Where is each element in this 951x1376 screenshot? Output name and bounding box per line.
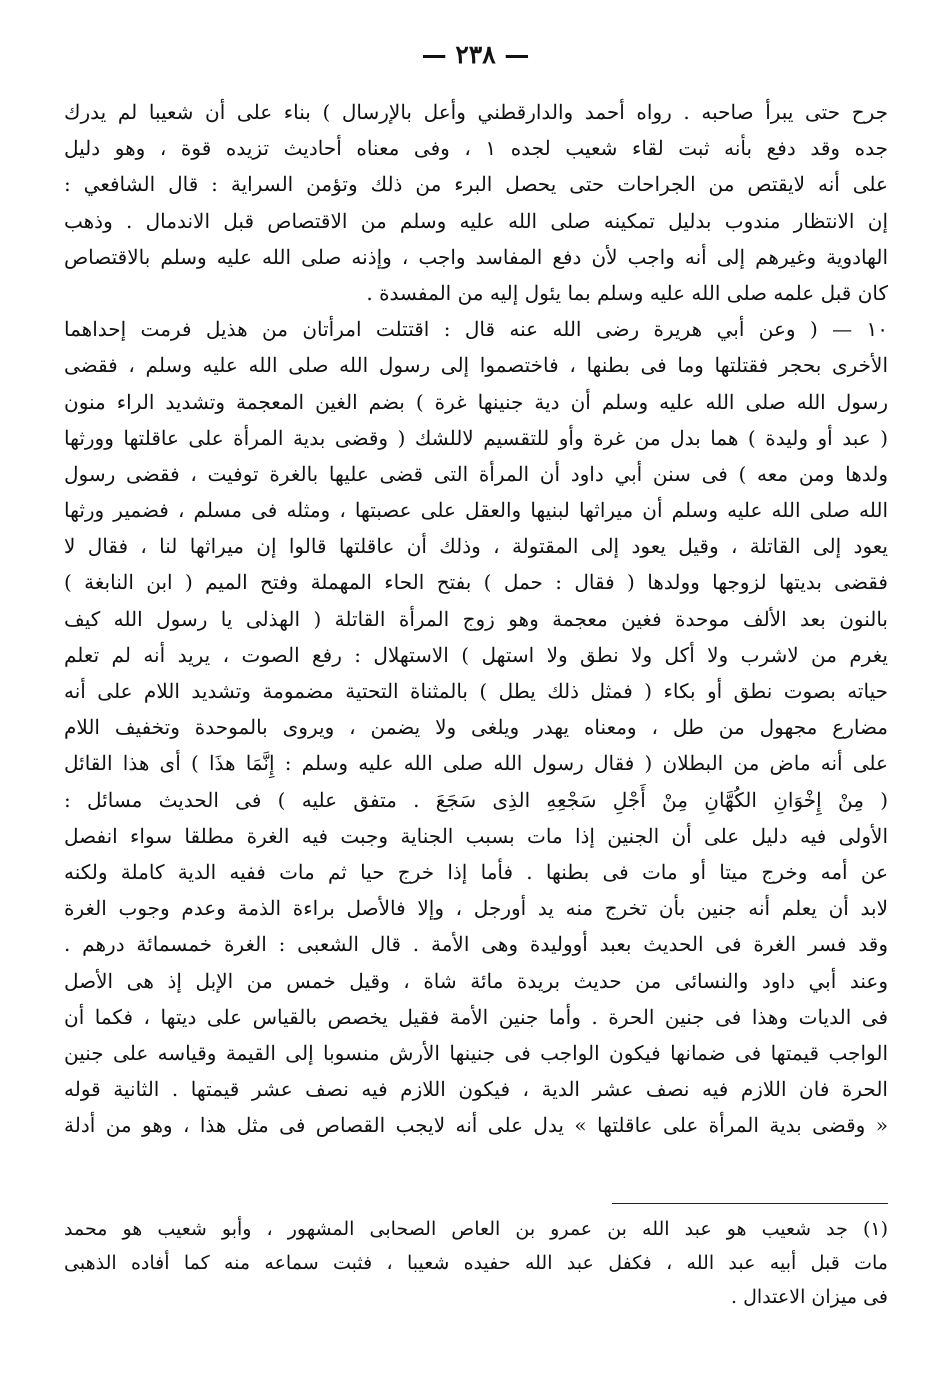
text-line: ( عبد أو وليدة ) هما بدل من غرة وأو للتقسيم لاللشك ( وقضى بدية المرأة على عاقلتها وورثها: [64, 425, 888, 450]
text-line: يعود إلى القاتلة ، وقيل يعود إلى المقتولة ، وذلك أن عاقلتها قالوا إن ميراثها لنا ، فقال لا: [64, 534, 888, 559]
text-line: على أنه لايقتص من الجراحات حتى يحصل البرء من ذلك وتؤمن السراية : قال الشافعي :: [64, 172, 888, 197]
text-line: الحرة فان اللازم فيه نصف عشر الدية ، فيكون اللازم فيه نصف عشر قيمتها . الثانية قوله: [64, 1077, 888, 1102]
footnote-line: مات قبل أبيه عبد الله ، فكفل عبد الله حفيده شعيبا ، فثبت سماعه منه كما أفاده الذهبى: [64, 1252, 888, 1274]
text-line: فقضى بديتها لزوجها وولدها ( فقال : حمل ) بفتح الحاء المهملة وفتح الميم ( ابن النابغة ): [64, 570, 888, 595]
text-line: الهادوية وغيرهم إلى أنه واجب لأن دفع المفاسد واجب ، وإذنه صلى الله عليه وسلم بالاقتصاص: [64, 244, 888, 269]
main-text: [64, 94, 888, 1143]
footnote-line: فى ميزان الاعتدال .: [731, 1286, 888, 1308]
hadith-start-line: ١٠ — ( وعن أبي هريرة رضى الله عنه قال : اقتتلت امرأتان من هذيل فرمت إحداهما: [64, 317, 888, 342]
text-line: الأولى فيه دليل على أن الجنين إذا مات بسبب الجناية وجبت فيه الغرة مطلقا سواء انفصل: [64, 823, 888, 848]
text-line: إن الانتظار مندوب بدليل تمكينه صلى الله عليه وسلم من الاقتصاص قبل الاندمال . وذهب: [64, 208, 888, 233]
text-line: الأخرى بحجر فقتلتها وما فى بطنها ، فاختصموا إلى رسول الله صلى الله عليه وسلم ، فقضى: [64, 353, 888, 378]
text-line: مضارع مجهول من طل ، ومعناه يهدر ويلغى ولا يضمن ، ويروى بالموحدة وتخفيف اللام: [64, 715, 888, 740]
text-line: جده وقد دفع بأنه ثبت لقاء شعيب لجده ١ ، وفى معناه أحاديث تزيده قوة ، وهو دليل: [64, 136, 888, 161]
footnote-line: (١) جد شعيب هو عبد الله بن عمرو بن العاص الصحابى المشهور ، وأبو شعيب هو محمد: [64, 1218, 888, 1240]
text-line: بالنون بعد الألف موحدة فغين معجمة وهو زوج المرأة القاتلة ( الهذلى يا رسول الله كيف: [64, 606, 888, 631]
text-line: لابد أن يعلم أنه جنين بأن تخرج منه يد أورجل ، وإلا فالأصل براءة الذمة وعدم وجوب الغرة: [64, 896, 888, 921]
text-line: وقد فسر الغرة فى الحديث بعبد أووليدة وهى الأمة . قال الشعبى : الغرة خمسمائة درهم .: [64, 932, 888, 957]
text-line: جرح حتى يبرأ صاحبه . رواه أحمد والدارقطني وأعل بالإرسال ) بناء على أن شعيبا لم يدرك: [64, 100, 888, 124]
text-line: ولدها ومن معه ) فى سنن أبي داود أن المرأة التى قضى عليها بالغرة توفيت ، فقضى رسول: [64, 461, 888, 486]
text-line: ( مِنْ إِخْوَانِ الكُهَّانِ مِنْ أَجْلِ سَجْعِهِ الذِى سَجَعَ . متفق عليه ) فى الحديث مسائل :: [64, 787, 888, 812]
text-line: وعند أبي داود والنسائى من حديث بريدة مائة شاة ، وقيل خمس من الإبل إذ هى الأصل: [64, 968, 888, 993]
text-line: « وقضى بدية المرأة على عاقلتها » يدل على أنه لايجب القصاص فى مثل هذا ، وهو من أدلة: [64, 1113, 888, 1138]
text-line: حياته بصوت نطق أو بكاء ( فمثل ذلك يطل ) بالمثناة التحتية مضمومة وتشديد اللام على أنه: [64, 679, 888, 703]
text-line: الله صلى الله عليه وسلم أن ميراثها لبنيها والعقل على عصبتها ، ومثله فى مسلم ، فضمير ورثها: [64, 498, 888, 523]
text-line: رسول الله صلى الله عليه وسلم أن دية جنينها غرة ) بضم الغين المعجمة وتشديد الراء منون: [64, 389, 888, 414]
text-line: فى الديات وهذا فى جنين الحرة . وأما جنين الأمة فقيل يخصص بالقياس على ديتها ، فكما أن: [64, 1004, 888, 1029]
text-line: على أنه ماض من البطلان ( فقال رسول الله صلى الله عليه وسلم : إِنَّمَا هذَا ) أى هذا القائل: [64, 751, 888, 776]
text-line: يغرم من لاشرب ولا أكل ولا نطق ولا استهل ) الاستهلال : رفع الصوت ، يريد أنه لم تعلم: [64, 642, 888, 667]
footnote-divider: [612, 1203, 888, 1204]
text-line: عن أمه وخرج ميتا أو مات فى بطنها . فأما إذا خرج حيا ثم مات ففيه الدية كاملة ولكنه: [64, 859, 888, 884]
text-line: الواجب قيمتها فى ضمانها فيكون الواجب فى جنينها الأرش منسوبا إلى القيمة وقياسه على جنين: [64, 1040, 888, 1065]
page-number: — ٢٣٨ —: [421, 40, 530, 69]
footnote: [64, 1212, 888, 1314]
text-line: كان قبل علمه صلى الله عليه وسلم بما يئول إليه من المفسدة .: [366, 280, 888, 305]
